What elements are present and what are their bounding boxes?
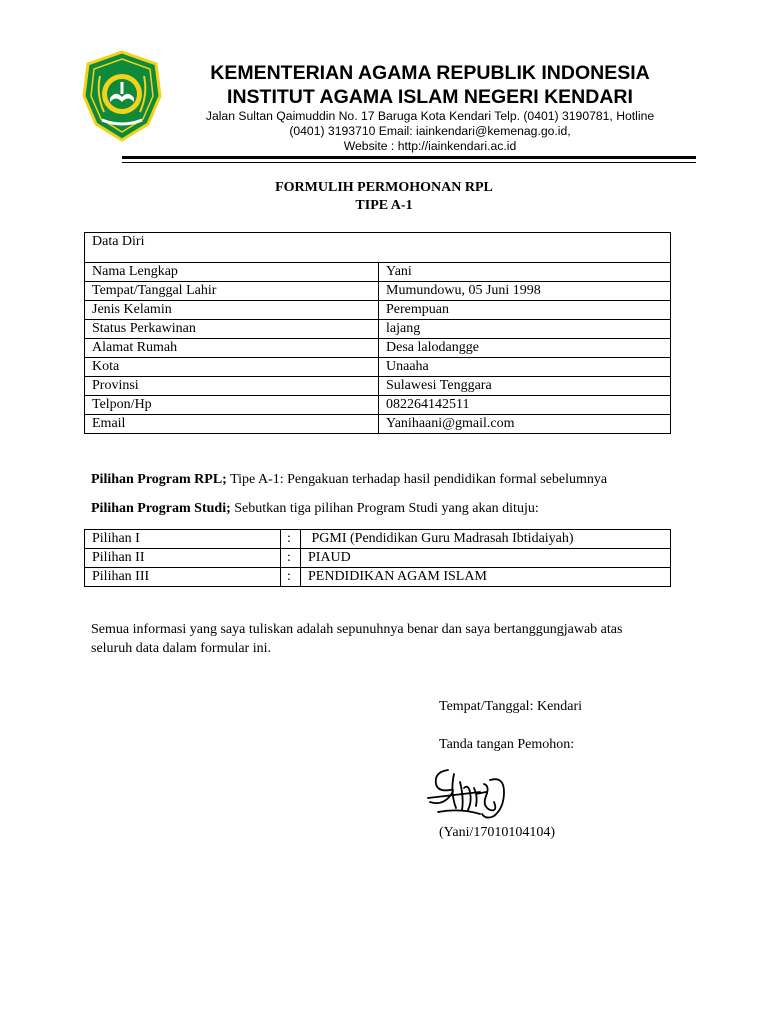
choice-separator: : [281, 530, 301, 549]
table-row [85, 339, 671, 358]
program-studi-table [84, 529, 671, 587]
field-label: Nama Lengkap [85, 263, 379, 282]
field-label: Kota [85, 358, 379, 377]
table-row [85, 358, 671, 377]
program-rpl-label: Pilihan Program RPL; [91, 472, 227, 487]
kop-ministry-title: KEMENTERIAN AGAMA REPUBLIK INDONESIA [210, 62, 650, 84]
field-label: Jenis Kelamin [85, 301, 379, 320]
form-subtitle: TIPE A-1 [355, 198, 413, 213]
statement-line-2: seluruh data dalam formular ini. [91, 641, 271, 656]
field-label: Telpon/Hp [85, 396, 379, 415]
data-diri-header: Data Diri [85, 233, 671, 263]
statement-line-1: Semua informasi yang saya tuliskan adalah sepunuhnya benar dan saya bertanggungjawab atas [91, 622, 623, 637]
table-row [85, 282, 671, 301]
field-label: Alamat Rumah [85, 339, 379, 358]
field-value: Sulawesi Tenggara [379, 377, 671, 396]
choice-value: PENDIDIKAN AGAM ISLAM [301, 568, 671, 587]
kop-rule-thick [122, 156, 696, 159]
choice-value: PGMI (Pendidikan Guru Madrasah Ibtidaiyah) [301, 530, 671, 549]
table-row [85, 568, 671, 587]
program-rpl-line [91, 470, 607, 489]
form-title: FORMULIH PERMOHONAN RPL [275, 180, 493, 195]
field-value: Mumundowu, 05 Juni 1998 [379, 282, 671, 301]
field-label: Status Perkawinan [85, 320, 379, 339]
kop-address-line: Jalan Sultan Qaimuddin No. 17 Baruga Kota Kendari Telp. (0401) 3190781, Hotline [205, 109, 655, 123]
field-label: Provinsi [85, 377, 379, 396]
choice-separator: : [281, 568, 301, 587]
table-row [85, 396, 671, 415]
field-value: Perempuan [379, 301, 671, 320]
handwritten-signature-icon [420, 762, 520, 824]
signature-label: Tanda tangan Pemohon: [439, 737, 575, 752]
field-value: Yani [379, 263, 671, 282]
kop-website-line: Website : http://iainkendari.ac.id [343, 139, 517, 153]
iain-kendari-logo-icon [82, 50, 162, 142]
program-studi-text: Sebutkan tiga pilihan Program Studi yang akan dituju: [230, 501, 539, 516]
choice-label: Pilihan I [85, 530, 281, 549]
table-row [85, 320, 671, 339]
field-value: 082264142511 [379, 396, 671, 415]
choice-value: PIAUD [301, 549, 671, 568]
table-row [85, 301, 671, 320]
table-row [85, 263, 671, 282]
table-row [85, 377, 671, 396]
field-value: Unaaha [379, 358, 671, 377]
field-label: Email [85, 415, 379, 434]
field-label: Tempat/Tanggal Lahir [85, 282, 379, 301]
data-diri-table [84, 232, 671, 434]
choice-separator: : [281, 549, 301, 568]
field-value: Desa lalodangge [379, 339, 671, 358]
program-studi-label: Pilihan Program Studi; [91, 501, 231, 516]
table-row [85, 530, 671, 549]
choice-label: Pilihan II [85, 549, 281, 568]
choice-label: Pilihan III [85, 568, 281, 587]
program-rpl-text: Tipe A-1: Pengakuan terhadap hasil pendidikan formal sebelumnya [226, 472, 608, 487]
table-row [85, 549, 671, 568]
kop-contact-line: (0401) 3193710 Email: iainkendari@kemenag.go.id, [289, 124, 571, 138]
table-row [85, 415, 671, 434]
field-value: Yanihaani@gmail.com [379, 415, 671, 434]
table-row [85, 233, 671, 263]
applicant-name: (Yani/17010104104) [439, 825, 556, 840]
program-studi-line [91, 499, 539, 518]
kop-institute-title: INSTITUT AGAMA ISLAM NEGERI KENDARI [227, 86, 633, 108]
field-value: lajang [379, 320, 671, 339]
kop-rule-thin [122, 162, 696, 163]
place-date-label: Tempat/Tanggal: Kendari [439, 699, 583, 714]
